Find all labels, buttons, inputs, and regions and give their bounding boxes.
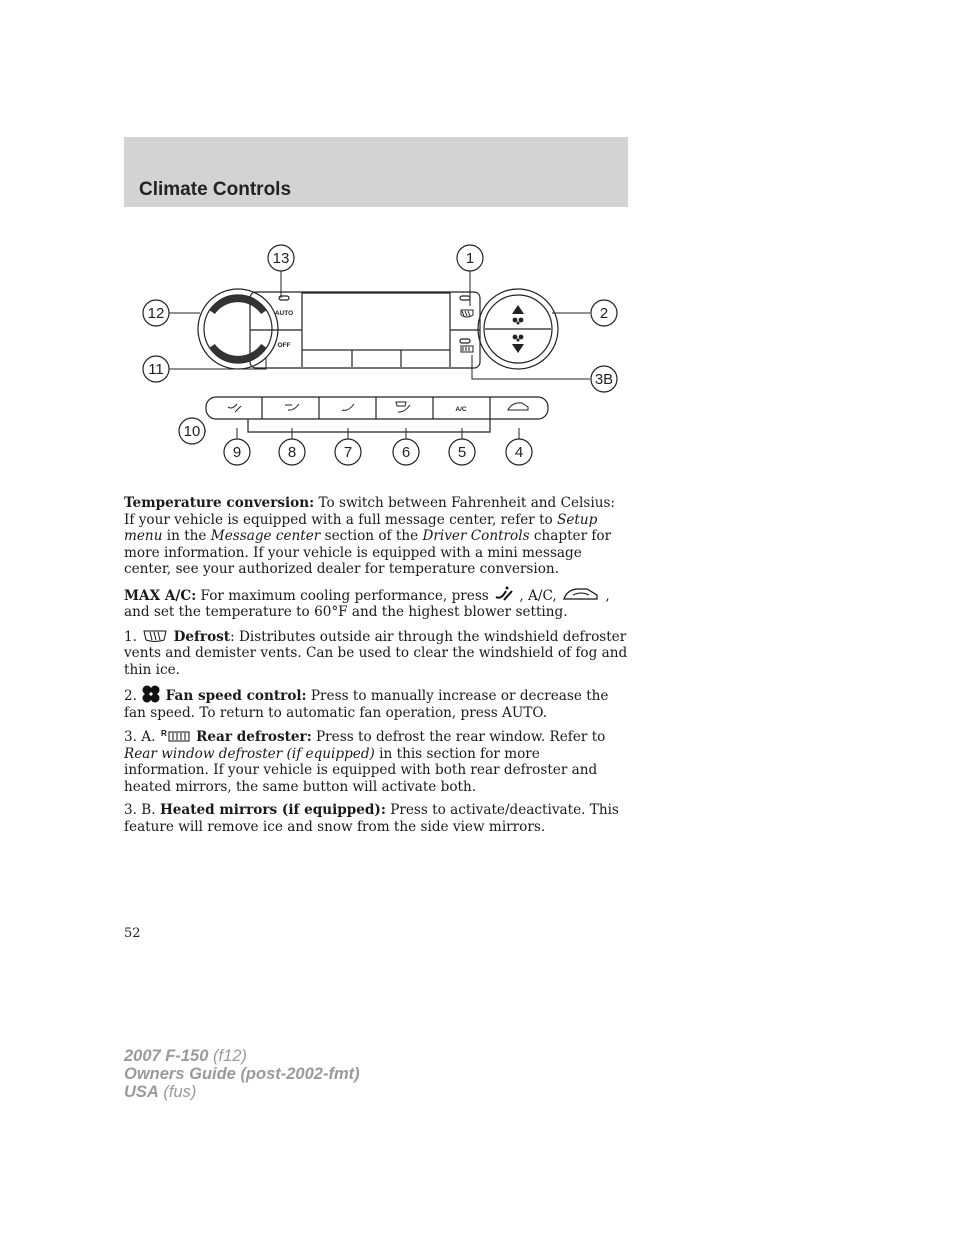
fan-up-arrow bbox=[512, 305, 524, 314]
max-ac-icon bbox=[228, 404, 241, 412]
floor-defrost-icon bbox=[396, 402, 410, 412]
max-ac-icon bbox=[493, 585, 515, 603]
body-text bbox=[124, 495, 628, 842]
recirculation-icon bbox=[508, 403, 528, 410]
recirculation-icon bbox=[561, 585, 601, 603]
svg-text:R: R bbox=[160, 729, 167, 738]
footer-line-2: Owners Guide (post-2002-fmt) bbox=[124, 1065, 360, 1083]
callout-13: 13 bbox=[272, 250, 290, 267]
callout-1: 1 bbox=[465, 250, 475, 267]
fan-icon bbox=[141, 685, 161, 703]
paragraph-heated-mirrors: 3. B. Heated mirrors (if equipped): Press to activate/deactivate. This feature will remove ice and snow from the side view mirrors. bbox=[124, 802, 619, 835]
callout-7: 7 bbox=[343, 444, 353, 461]
document-footer bbox=[124, 1047, 360, 1101]
panel-floor-icon bbox=[285, 404, 299, 410]
callout-12: 12 bbox=[147, 305, 165, 322]
footer-line-1: 2007 F-150 (f12) bbox=[124, 1047, 247, 1065]
mode-button-strip bbox=[206, 397, 548, 419]
callout-8: 8 bbox=[287, 444, 297, 461]
callout-3b: 3B bbox=[594, 371, 614, 388]
page-number: 52 bbox=[124, 926, 141, 941]
section-title: Climate Controls bbox=[139, 179, 292, 200]
display-screen bbox=[302, 293, 450, 350]
footer-line-3: USA (fus) bbox=[124, 1083, 197, 1101]
floor-icon bbox=[342, 404, 354, 410]
climate-control-diagram bbox=[140, 240, 620, 475]
off-button-label: OFF bbox=[277, 342, 291, 349]
callout-6: 6 bbox=[401, 444, 411, 461]
rear-defrost-icon bbox=[160, 728, 192, 744]
paragraph-fan-speed: 2. Fan speed control: Press to manually increase or decrease the fan speed. To return to automatic fan operation, press AUTO. bbox=[124, 685, 628, 721]
ac-button-label: A/C bbox=[455, 406, 467, 413]
defrost-icon bbox=[141, 628, 169, 644]
callout-9: 9 bbox=[232, 444, 242, 461]
fan-down-arrow bbox=[512, 344, 524, 353]
callout-5: 5 bbox=[457, 444, 467, 461]
callout-10: 10 bbox=[183, 423, 201, 440]
section-header bbox=[124, 137, 628, 207]
paragraph-max-ac: MAX A/C: For maximum cooling performance, press , A/C, , and set the temperature to 60°F and the highest blower setting. bbox=[124, 585, 628, 621]
callout-4: 4 bbox=[514, 444, 524, 461]
callout-11: 11 bbox=[148, 361, 164, 378]
paragraph-rear-defroster: 3. A. R Rear defroster: Press to defrost the rear window. Refer to Rear window defroster (if equipped) in this section for more information. If your vehicle is equipped with both rear defroster and heated mirrors, the same button will activate both. bbox=[124, 729, 606, 795]
paragraph-temperature-conversion: Temperature conversion: To switch between Fahrenheit and Celsius: If your vehicle is equipped with a full message center, refer to Setup menu in the Message center section of the Driver Controls chapter for more information. If your vehicle is equipped with a mini message center, see your authorized dealer for temperature conversion. bbox=[124, 495, 616, 577]
auto-button-label: AUTO bbox=[274, 310, 294, 317]
paragraph-defrost: 1. Defrost: Distributes outside air through the windshield defroster vents and demister vents. Can be used to clear the windshield of fog and thin ice. bbox=[124, 628, 628, 678]
callout-2: 2 bbox=[599, 305, 609, 322]
